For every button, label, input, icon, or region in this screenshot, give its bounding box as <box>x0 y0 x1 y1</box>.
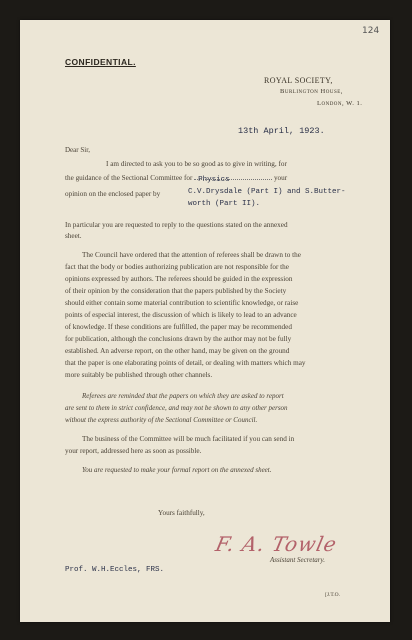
printer-mark: [J.T.O. <box>325 592 341 598</box>
letter-date: 13th April, 1923. <box>238 126 325 136</box>
recipient: Prof. W.H.Eccles, FRS. <box>65 566 165 574</box>
reminder-line: Referees are reminded that the papers on which they are asked to report <box>82 392 284 400</box>
council-line: for publication, although the conclusions drawn by the author may not be fully <box>65 335 292 343</box>
closing: Yours faithfully, <box>158 509 205 517</box>
reminder-line: are sent to them in strict confidence, and may not be shown to any other person <box>65 404 288 412</box>
request-line2-suffix: your <box>273 174 288 182</box>
letter-sheet <box>20 20 390 622</box>
author-line2: worth (Part II). <box>188 200 261 208</box>
folio-number: 124 <box>362 26 380 36</box>
signature-text: F. A. Towle <box>213 532 340 556</box>
questions-line2: sheet. <box>65 232 82 240</box>
handwritten-signature <box>213 532 339 556</box>
council-line: opinions expressed by authors. The referees should be guided in the expression <box>65 275 293 283</box>
council-line: should either contain some material contribution to scientific knowledge, or raise <box>65 299 299 307</box>
sign-title: Assistant Secretary. <box>270 556 325 564</box>
council-line: that the paper is one elaborating points of detail, or dealing with matters which may <box>65 359 306 367</box>
request-line3-prefix: opinion on the enclosed paper by <box>65 190 161 198</box>
council-line: more suitably be published through other channels. <box>65 371 213 379</box>
formal-report-note: You are requested to make your formal report on the annexed sheet. <box>82 466 272 474</box>
author-line1: C.V.Drysdale (Part I) and S.Butter- <box>188 188 346 196</box>
council-line: established. An adverse report, on the other hand, may be given on the ground <box>65 347 290 355</box>
business-line: your report, addressed here as soon as possible. <box>65 447 202 455</box>
confidential-heading: CONFIDENTIAL. <box>65 57 136 67</box>
org-address-line2: London, W. 1. <box>317 100 363 107</box>
org-name: ROYAL SOCIETY, <box>264 76 333 85</box>
council-line: fact that the body or bodies authorizing publication are not responsible for the <box>65 263 289 271</box>
questions-line1: In particular you are requested to reply to the questions stated on the annexed <box>65 221 288 229</box>
council-line: The Council have ordered that the attention of referees shall be drawn to the <box>82 251 301 259</box>
request-line3 <box>65 190 160 198</box>
council-line: of their opinion by the consideration that the papers published by the Society <box>65 287 287 295</box>
subject-field <box>194 176 272 184</box>
reminder-line: without the express authority of the Sectional Committee or Council. <box>65 416 258 424</box>
salutation: Dear Sir, <box>65 146 90 154</box>
subject-value: Physics <box>198 176 230 184</box>
org-address-line1: Burlington House, <box>280 88 343 95</box>
request-line1: I am directed to ask you to be so good as to give in writing, for <box>106 160 287 168</box>
council-line: points of especial interest, the discussion of which is likely to lead to an advance <box>65 311 297 319</box>
business-line: The business of the Committee will be much facilitated if you can send in <box>82 435 295 443</box>
council-line: of knowledge. If these conditions are fulfilled, the paper may be recommended <box>65 323 292 331</box>
request-line2 <box>65 174 287 182</box>
request-line2-prefix: the guidance of the Sectional Committee for <box>65 174 193 182</box>
